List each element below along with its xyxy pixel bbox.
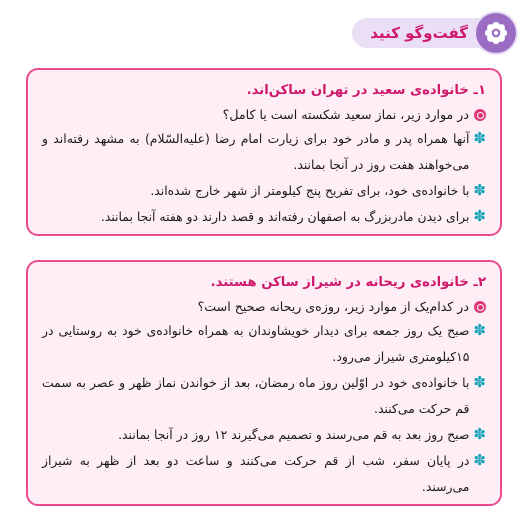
flower-icon	[476, 13, 516, 53]
asterisk-bullet-icon: ✽	[473, 451, 486, 469]
option-item	[42, 204, 486, 230]
question-box-1	[26, 68, 502, 236]
asterisk-bullet-icon: ✽	[473, 373, 486, 391]
option-text: برای دیدن مادربزرگ به اصفهان رفته‌اند و قصد دارند دو هفته آنجا بمانند.	[100, 209, 470, 224]
asterisk-bullet-icon: ✽	[473, 129, 486, 147]
option-text: در پایان سفر، شب از قم حرکت می‌کنند و ساعت دو بعد از ظهر به شیراز می‌رسند.	[42, 453, 470, 494]
question-text: در موارد زیر، نماز سعید شکسته است یا کامل؟	[222, 107, 469, 122]
option-text: صبح روز بعد به قم می‌رسند و تصمیم می‌گیرند ۱۲ روز در آنجا بمانند.	[118, 427, 470, 442]
option-item	[42, 318, 486, 370]
option-item	[42, 370, 486, 422]
section-title: ۲ـ خانواده‌ی ریحانه در شیراز ساکن هستند.	[210, 275, 486, 290]
target-icon	[474, 109, 486, 121]
section-title: ۱ـ خانواده‌ی سعید در تهران ساکن‌اند.	[246, 83, 486, 98]
target-icon	[474, 301, 486, 313]
header-title: گفت‌وگو کنید	[352, 18, 490, 48]
option-text: آنها همراه پدر و مادر خود برای زیارت امام رضا (علیه‌السّلام) به مشهد رفته‌اند و می‌خواهند هفت روز در آنجا بمانند.	[42, 131, 470, 172]
asterisk-bullet-icon: ✽	[473, 321, 486, 339]
question-line	[42, 296, 486, 318]
question-box-2	[26, 260, 502, 506]
asterisk-bullet-icon: ✽	[473, 207, 486, 225]
option-item	[42, 126, 486, 178]
option-text: با خانواده‌ی خود در اوّلین روز ماه رمضان، بعد از خواندن نماز ظهر و عصر به سمت قم حرکت می‌کنند.	[42, 375, 470, 416]
asterisk-bullet-icon: ✽	[473, 181, 486, 199]
option-text: صبح یک روز جمعه برای دیدار خویشاوندان به همراه خانواده‌ی خود به روستایی در ۱۵کیلومتری شیراز می‌رود.	[42, 323, 470, 364]
option-item	[42, 448, 486, 500]
asterisk-bullet-icon: ✽	[473, 425, 486, 443]
option-text: با خانواده‌ی خود، برای تفریح پنج کیلومتر از شهر خارج شده‌اند.	[150, 183, 470, 198]
question-text: در کدام‌یک از موارد زیر، روزه‌ی ریحانه صحیح است؟	[197, 299, 469, 314]
section-header	[352, 14, 516, 52]
option-item	[42, 422, 486, 448]
question-line	[42, 104, 486, 126]
option-item	[42, 178, 486, 204]
